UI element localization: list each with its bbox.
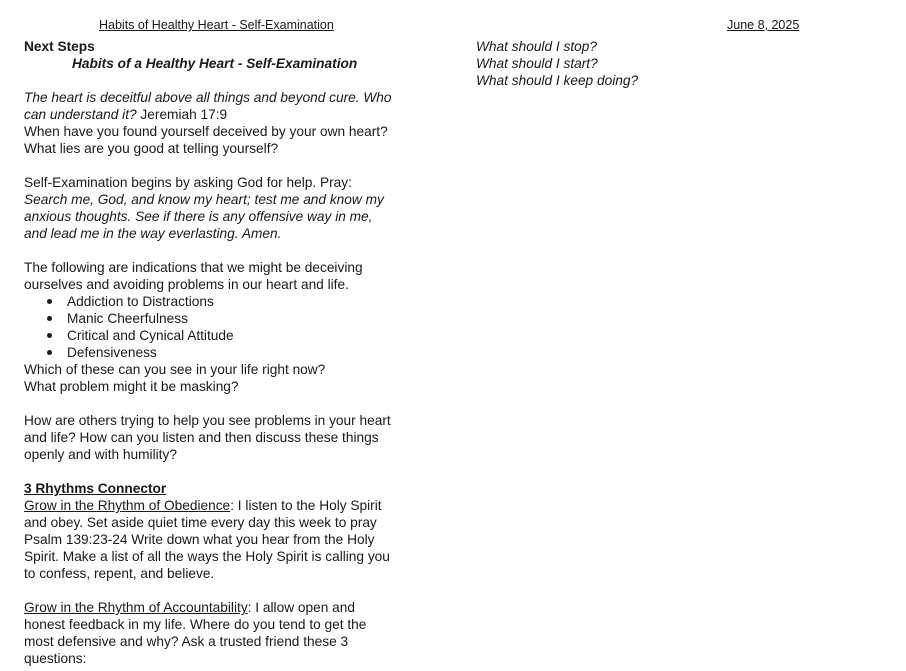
- question-line: What problem might it be masking?: [24, 379, 239, 394]
- others-line: openly and with humility?: [24, 447, 177, 462]
- accountability-label: Grow in the Rhythm of Accountability: [24, 600, 248, 615]
- accountability-line: most defensive and why? Ask a trusted friend these 3: [24, 634, 349, 649]
- list-item: Manic Cheerfulness: [24, 310, 444, 327]
- feedback-question: What should I keep doing?: [476, 73, 639, 88]
- prayer-line: Search me, God, and know my heart; test me and know my: [24, 192, 384, 207]
- spacer: [24, 72, 444, 89]
- spacer: [24, 463, 444, 480]
- obedience-line: Spirit. Make a list of all the ways the Holy Spirit is calling you: [24, 549, 390, 564]
- obedience-line: [24, 497, 444, 514]
- spacer: [24, 582, 444, 599]
- question-line: Which of these can you see in your life right now?: [24, 362, 326, 377]
- indications-list: [24, 293, 444, 361]
- header-date: June 8, 2025: [727, 18, 800, 32]
- spacer: [24, 242, 444, 259]
- accountability-line: questions:: [24, 651, 87, 666]
- left-column: [24, 38, 444, 667]
- scripture-text: can understand it?: [24, 107, 137, 122]
- obedience-line: and obey. Set aside quiet time every day this week to pray: [24, 515, 377, 530]
- obedience-line: Psalm 139:23-24 Write down what you hear from the Holy: [24, 532, 375, 547]
- others-line: How are others trying to help you see problems in your heart: [24, 413, 391, 428]
- feedback-question: What should I start?: [476, 56, 598, 71]
- document-subtitle: Habits of a Healthy Heart - Self-Examination: [72, 56, 358, 71]
- accountability-line: [24, 599, 444, 616]
- prayer-line: anxious thoughts. See if there is any offensive way in me,: [24, 209, 373, 224]
- obedience-text: : I listen to the Holy Spirit: [230, 498, 382, 513]
- list-item: Critical and Cynical Attitude: [24, 327, 444, 344]
- indications-line: The following are indications that we might be deceiving: [24, 260, 363, 275]
- accountability-text: : I allow open and: [247, 600, 355, 615]
- header-title: Habits of Healthy Heart - Self-Examination: [99, 18, 334, 32]
- scripture-reference: Jeremiah 17:9: [136, 107, 228, 122]
- indications-line: ourselves and avoiding problems in our heart and life.: [24, 277, 349, 292]
- list-item: Addiction to Distractions: [24, 293, 444, 310]
- obedience-line: to confess, repent, and believe.: [24, 566, 215, 581]
- spacer: [24, 395, 444, 412]
- question-line: What lies are you good at telling yourself?: [24, 141, 279, 156]
- others-line: and life? How can you listen and then discuss these things: [24, 430, 379, 445]
- feedback-question: What should I stop?: [476, 39, 597, 54]
- scripture-line: The heart is deceitful above all things and beyond cure. Who: [24, 90, 392, 105]
- connector-heading: 3 Rhythms Connector: [24, 481, 167, 496]
- right-column: [476, 38, 876, 89]
- scripture-line: [24, 106, 444, 123]
- question-line: When have you found yourself deceived by your own heart?: [24, 124, 388, 139]
- accountability-line: honest feedback in my life. Where do you tend to get the: [24, 617, 367, 632]
- obedience-label: Grow in the Rhythm of Obedience: [24, 498, 231, 513]
- list-item: Defensiveness: [24, 344, 444, 361]
- prayer-line: and lead me in the way everlasting. Amen.: [24, 226, 282, 241]
- next-steps-heading: Next Steps: [24, 39, 95, 54]
- spacer: [24, 157, 444, 174]
- prayer-intro: Self-Examination begins by asking God for help. Pray:: [24, 175, 352, 190]
- page-header: [0, 18, 906, 38]
